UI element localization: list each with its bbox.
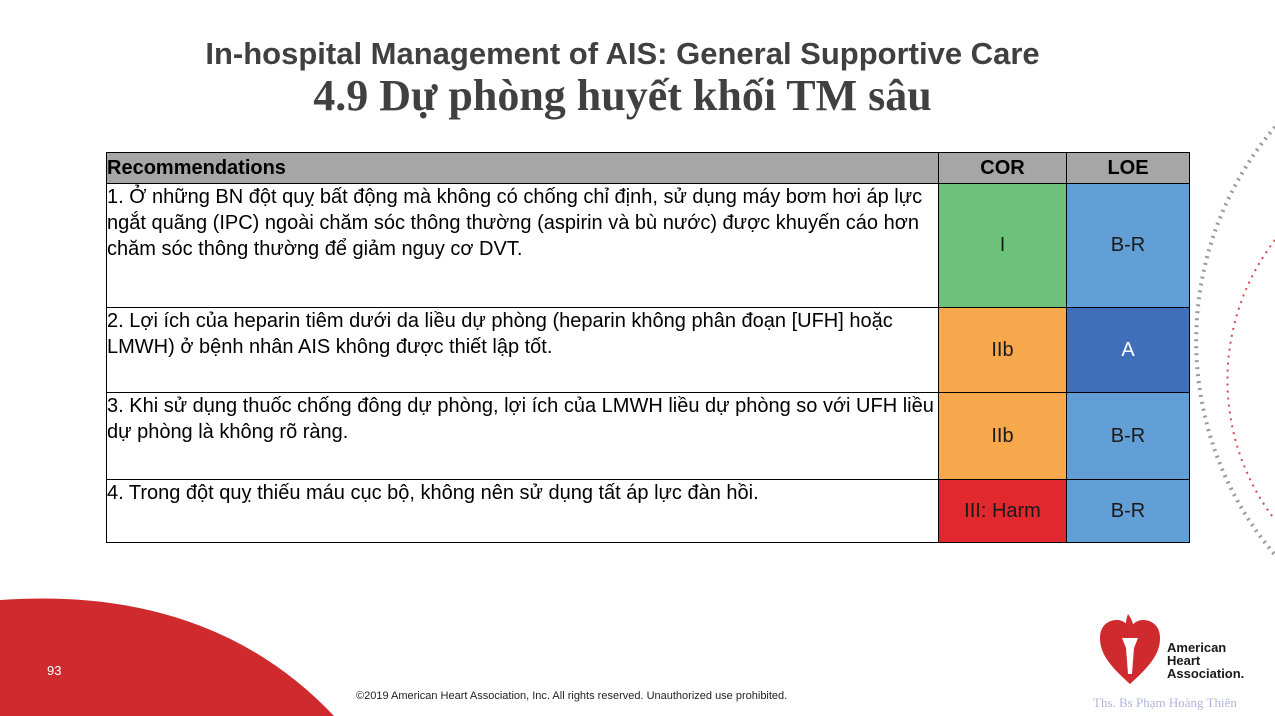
dashed-arc-inner <box>1227 240 1275 520</box>
cor-cell: I <box>939 184 1067 308</box>
page-number: 93 <box>47 663 62 678</box>
header-recommendations: Recommendations <box>107 153 939 184</box>
table-row <box>107 480 1190 543</box>
cor-cell: IIb <box>939 308 1067 393</box>
recommendations-table <box>106 152 1190 543</box>
table-row <box>107 393 1190 480</box>
loe-cell: A <box>1067 308 1190 393</box>
red-swoosh <box>0 598 334 716</box>
recommendation-text: 1. Ở những BN đột quỵ bất động mà không có chống chỉ định, sử dụng máy bơm hơi áp lực ngắt quãng (IPC) ngoài chăm sóc thông thường (aspirin và bù nước) được khuyến cáo hơn chăm sóc thông thường để giảm nguy cơ DVT. <box>107 184 939 308</box>
table-row <box>107 308 1190 393</box>
recommendation-text: 2. Lợi ích của heparin tiêm dưới da liều dự phòng (heparin không phân đoạn [UFH] hoặc LMWH) ở bệnh nhân AIS không được thiết lập tốt. <box>107 308 939 393</box>
author-watermark: Ths. Bs Phạm Hoàng Thiên <box>1093 695 1237 710</box>
logo-line: Association. <box>1167 666 1245 681</box>
logo-line: Heart <box>1167 653 1201 668</box>
header-cor: COR <box>939 153 1067 184</box>
recommendation-text: 3. Khi sử dụng thuốc chống đông dự phòng, lợi ích của LMWH liều dự phòng so với UFH liều dự phòng là không rõ ràng. <box>107 393 939 480</box>
logo-line: American <box>1167 640 1227 655</box>
aha-logo-text <box>1167 641 1244 680</box>
loe-cell: B-R <box>1067 480 1190 543</box>
table-header-row <box>107 153 1190 184</box>
aha-heart-torch-icon <box>1098 608 1162 686</box>
loe-cell: B-R <box>1067 393 1190 480</box>
cor-cell: III: Harm <box>939 480 1067 543</box>
slide-title-vietnamese: 4.9 Dự phòng huyết khối TM sâu <box>313 71 932 120</box>
table-row <box>107 184 1190 308</box>
header-loe: LOE <box>1067 153 1190 184</box>
slide-title-english: In-hospital Management of AIS: General Supportive Care <box>205 36 1040 71</box>
copyright-notice: ©2019 American Heart Association, Inc. All rights reserved. Unauthorized use prohibited. <box>356 690 788 702</box>
recommendation-text: 4. Trong đột quỵ thiếu máu cục bộ, không nên sử dụng tất áp lực đàn hồi. <box>107 480 939 543</box>
dashed-arc-outer <box>1196 127 1275 555</box>
cor-cell: IIb <box>939 393 1067 480</box>
loe-cell: B-R <box>1067 184 1190 308</box>
